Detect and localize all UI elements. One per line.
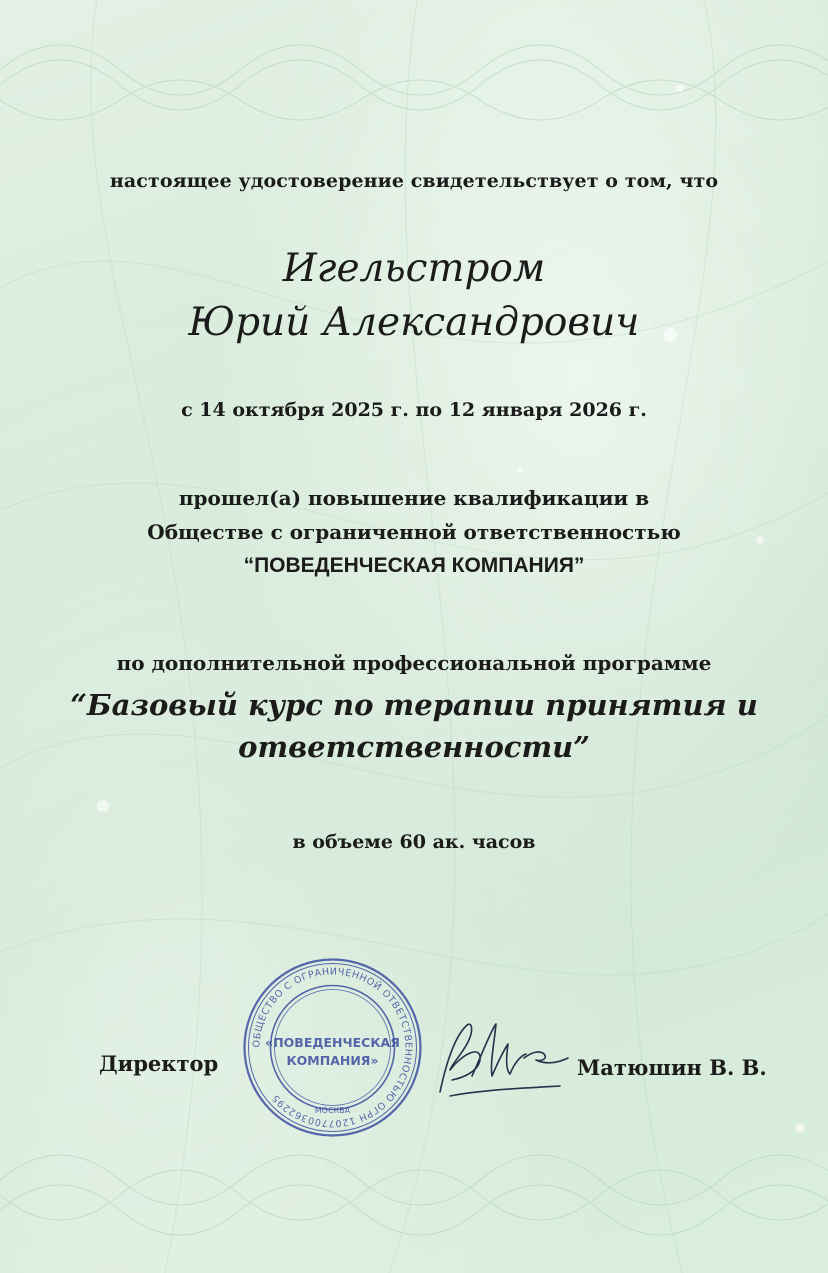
- program-title-line-1: “Базовый курс по терапии принятия и: [70, 688, 758, 722]
- training-hours: в объеме 60 ак. часов: [292, 831, 536, 853]
- recipient-surname: Игельстром: [282, 246, 546, 291]
- director-signature: [432, 1014, 572, 1104]
- training-period: с 14 октября 2025 г. по 12 января 2026 г.: [181, 399, 647, 421]
- stamp-city: МОСКВА: [314, 1106, 351, 1115]
- organization-type: Обществе с ограниченной ответственностью: [147, 520, 681, 544]
- stamp-center-line-1: «ПОВЕДЕНЧЕСКАЯ: [265, 1035, 400, 1050]
- recipient-given-names: Юрий Александрович: [188, 300, 640, 345]
- qualification-statement: прошел(а) повышение квалификации в: [178, 486, 650, 510]
- stamp-center-line-2: КОМПАНИЯ»: [286, 1053, 379, 1068]
- program-intro: по дополнительной профессиональной программе: [116, 651, 712, 675]
- program-title-line-2: ответственности”: [238, 730, 590, 764]
- director-label: Директор: [99, 1051, 219, 1076]
- stamp-ring-text: ОБЩЕСТВО С ОГРАНИЧЕННОЙ ОТВЕТСТВЕННОСТЬЮ ОГРН 1207700362295: [251, 966, 414, 1129]
- signer-name: Матюшин В. В.: [577, 1055, 767, 1080]
- certificate-intro: настоящее удостоверение свидетельствует о том, что: [109, 170, 719, 192]
- company-stamp: [240, 955, 425, 1140]
- company-name: “ПОВЕДЕНЧЕСКАЯ КОМПАНИЯ”: [243, 554, 585, 577]
